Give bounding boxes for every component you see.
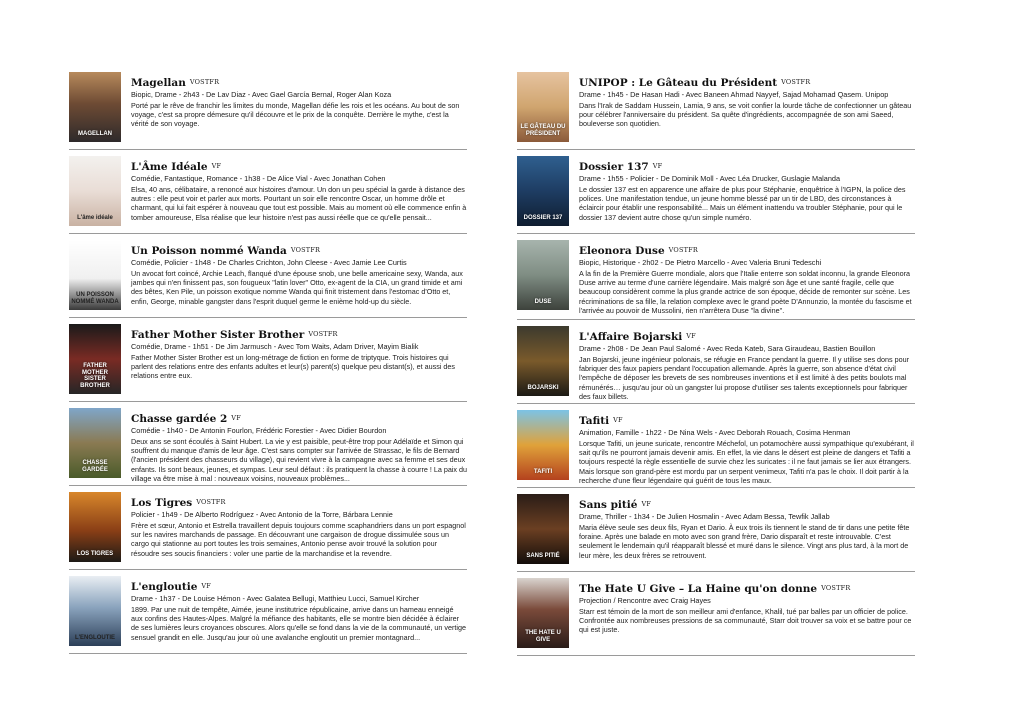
film-info [131,157,467,222]
film-info [579,411,915,485]
film-title[interactable]: Un Poisson nommé Wanda [131,245,287,257]
film-info [131,73,467,129]
film-entry [69,239,467,318]
poster-title-text: L'ENGLOUTIE [74,634,116,641]
film-language-badge: VF [201,582,212,590]
film-info [131,325,467,381]
film-info [579,327,915,401]
film-info [579,241,915,315]
film-title-line [131,241,467,256]
film-info [131,577,467,642]
film-title[interactable]: Sans pitié [579,499,638,511]
film-meta: Comédie, Fantastique, Romance - 1h38 - De Alice Vial - Avec Jonathan Cohen [131,174,386,183]
poster-title-text: FATHER MOTHER SISTER BROTHER [80,363,110,389]
film-poster[interactable] [69,492,121,562]
right-column [517,71,915,661]
poster-title-text: BOJARSKI [527,384,559,391]
poster-title-text: DUSE [534,298,552,305]
film-entry [69,407,467,486]
film-description: A la fin de la Première Guerre mondiale, alors que l'Italie enterre son soldat inconnu, la grande Eleonora Duse arrive au terme d'une carrière légendaire. Mais malgré son âge et une santé fragile, celle que beaucoup considèrent comme la plus grande actrice de son époque, décide de remonter sur scène. Les récriminations de sa fille, la relation complexe avec le grand poète D'Annunzio, la montée du fascisme et l'arrivée au pouvoir de Mussolini, rien n'arrêtera Duse "la divine". [579,269,912,315]
poster-title-text: THE HATE U GIVE [525,630,561,643]
film-title-line [131,577,467,592]
film-language-badge: VF [231,414,241,422]
film-title[interactable]: L'Affaire Bojarski [579,331,683,343]
film-poster[interactable] [517,494,569,564]
film-title-line [579,73,915,88]
poster-title-text: L'âme idéale [77,214,113,221]
film-meta: Drame - 2h08 - De Jean Paul Salomé - Avec Reda Kateb, Sara Giraudeau, Bastien Bouillon [579,344,876,353]
poster-title-text: LE GÂTEAU DU PRÉSIDENT [520,124,566,137]
film-description: Father Mother Sister Brother est un long-métrage de fiction en forme de triptyque. Trois histoires qui parlent des relations entre des enfants adultes et leur(s) parent(s) quelque peu distant(s), et aussi des relations entre eux. [131,353,456,381]
film-entry [69,491,467,570]
film-language-badge: VF [641,500,652,508]
film-meta: Drame, Thriller - 1h34 - De Julien Hosmalin - Avec Adam Bessa, Tewfik Jallab [579,512,830,521]
film-entry [517,493,915,572]
film-meta: Drame - 1h55 - Policier - De Dominik Moll - Avec Léa Drucker, Guslagie Malanda [579,174,841,183]
film-meta: Drame - 1h37 - De Louise Hémon - Avec Galatea Bellugi, Matthieu Lucci, Samuel Kircher [131,594,420,603]
film-poster[interactable] [517,326,569,396]
film-title[interactable]: Chasse gardée 2 [131,413,228,425]
film-title[interactable]: Tafiti [579,415,610,427]
film-title-line [131,157,467,172]
film-description: Un avocat fort coincé, Archie Leach, flanqué d'une épouse snob, une belle americaine sexy, Wanda, aux jambes qui n'en finissent pas, son fougueux "latin lover" Otto, ex-agent de la CIA, un grand timide et ami des bêtes, Ken Pile, un poisson exotique nomme Wanda qui finit tristement dans l'estomac d'Otto et, enfin, George, minable gangster dans l'esprit duquel germe le enième hold-up du siècle. [131,269,463,306]
film-title[interactable]: L'engloutie [131,581,198,593]
film-title[interactable]: Magellan [131,77,186,89]
film-entry [517,325,915,404]
film-meta: Comédie, Drame - 1h51 - De Jim Jarmusch - Avec Tom Waits, Adam Driver, Mayim Bialik [131,342,419,351]
film-title[interactable]: Father Mother Sister Brother [131,329,305,341]
film-title[interactable]: The Hate U Give – La Haine qu'on donne [579,583,818,595]
film-title-line [131,409,467,424]
film-entry [69,575,467,654]
film-info [579,73,915,129]
film-description: Deux ans se sont écoulés à Saint Hubert. La vie y est paisible, peut-être trop pour Adélaïde et Simon qui souffrent du manque d'amis de leur âge. C'est sans compter sur l'arrivée de Strassac, le fils de Bernard (l'ancien président des chasseurs du village), qui revient vivre à la campagne avec sa femme et ses deux enfants. Ils sont beaux, jeunes, et sympas. Leur seul défaut : ils pratiquent la chasse à courre ! La paix du village va être mise à mal : nouveaux voisins, nouveaux problèmes... [131,437,467,483]
film-language-badge: VOSTFR [781,78,811,86]
poster-title-text: CHASSE GARDÉE [82,460,108,473]
film-description: Elsa, 40 ans, célibataire, a renoncé aux histoires d'amour. Un don un peu spécial la garde à distance des autres : elle peut voir et parler aux morts. Pourtant un soir elle rencontre Oscar, un homme drôle et charmant, qui lui fait espérer à nouveau que tout est possible. Mais au moment où elle commence enfin à tomber amoureuse, Elsa réalise que leur histoire n'est pas aussi réelle que ce qu'elle pensait... [131,185,467,222]
film-language-badge: VOSTFR [308,330,338,338]
film-meta: Biopic, Historique - 2h02 - De Pietro Marcello - Avec Valeria Bruni Tedeschi [579,258,822,267]
film-poster[interactable] [517,240,569,310]
film-title-line [579,241,915,256]
film-language-badge: VF [613,416,623,424]
film-description: Porté par le rêve de franchir les limites du monde, Magellan défie les rois et les océans. Au bout de son voyage, c'est sa propre démesure qu'il découvre et le prix de la conquête. Derrière le mythe, c'est la vérité de son voyage. [131,101,460,129]
film-info [131,493,467,558]
film-poster[interactable] [517,156,569,226]
film-info [131,241,467,306]
film-description: Jan Bojarski, jeune ingénieur polonais, se réfugie en France pendant la guerre. Il y utilise ses dons pour fabriquer des faux papiers pendant l'occupation allemande. Après la guerre, son absence d'état civil l'empêche de déposer les brevets de ses nombreuses inventions et il est limité à des petits boulots mal rémunérés… jusqu'au jour où un gangster lui propose d'utiliser ses talents exceptionnels pour fabriquer des faux billets. [579,355,910,401]
film-language-badge: VF [686,332,696,340]
film-meta: Projection / Rencontre avec Craig Hayes [579,596,711,605]
poster-title-text: TAFITI [533,468,553,475]
film-description: Lorsque Tafiti, un jeune suricate, rencontre Méchefol, un potamochère aussi sympathique qu'exubérant, il sait qu'ils ne pourront jamais devenir amis. En effet, la vie dans le désert est pleine de dangers et Tafiti a toujours respecté la règle essentielle de survie chez les suricates : il ne faut jamais se lier aux étrangers. Mais lorsque son grand-père est mordu par un serpent venimeux, Tafiti n'a pas le choix. Il doit partir à la recherche d'une fleur légendaire qui guérit de tous les maux. [579,439,914,485]
film-poster[interactable] [69,408,121,478]
film-poster[interactable] [517,72,569,142]
film-title[interactable]: Dossier 137 [579,161,649,173]
poster-title-text: MAGELLAN [78,130,112,137]
film-info [579,579,915,635]
film-language-badge: VOSTFR [189,78,220,86]
film-info [131,409,467,483]
left-column [69,71,467,659]
film-title-line [579,495,915,510]
film-entry [517,71,915,150]
film-meta: Drame - 1h45 - De Hasan Hadi - Avec Baneen Ahmad Nayyef, Sajad Mohamad Qasem. Unipop [579,90,889,99]
film-title-line [579,327,915,342]
film-language-badge: VOSTFR [668,246,698,254]
film-description: Maria élève seule ses deux fils, Ryan et Dario. À eux trois ils tiennent le stand de tir dans une petite fête foraine. Après une balade en moto avec son grand frère, Dario disparaît et reste introuvable. C'est seulement le lendemain qu'il réapparaît blessé et muré dans le silence. Vingt ans plus tard, à la mort de leur mère, les deux frères se retrouvent. [579,523,910,560]
poster-title-text: SANS PITIÉ [526,552,560,559]
film-poster[interactable] [69,72,121,142]
film-poster[interactable] [69,156,121,226]
film-meta: Biopic, Drame - 2h43 - De Lav Diaz - Avec Gael García Bernal, Roger Alan Koza [131,90,392,99]
film-description: 1899. Par une nuit de tempête, Aimée, jeune institutrice républicaine, arrive dans un hameau enneigé aux confins des Hautes-Alpes. Malgré la méfiance des habitants, elle se montre bien décidée à éclairer de ses lumières leurs croyances obscures. Alors qu'elle se fond dans la vie de la communauté, un vertige sensuel grandit en elle. Jusqu'au jour où une avalanche engloutit un premier montagnard... [131,605,466,642]
film-title-line [579,579,915,594]
film-meta: Animation, Famille - 1h22 - De Nina Wels - Avec Deborah Rouach, Cosima Henman [579,428,851,437]
film-poster[interactable] [517,578,569,648]
film-language-badge: VOSTFR [196,498,226,506]
film-title-line [131,73,467,88]
film-meta: Comédie, Policier - 1h48 - De Charles Crichton, John Cleese - Avec Jamie Lee Curtis [131,258,407,267]
film-entry [69,155,467,234]
film-language-badge: VOSTFR [290,246,321,254]
film-language-badge: VF [211,162,222,170]
film-meta: Comédie - 1h40 - De Antonin Fourlon, Frédéric Forestier - Avec Didier Bourdon [131,426,387,435]
film-info [579,495,915,560]
poster-title-text: DOSSIER 137 [523,214,563,221]
film-description: Frère et sœur, Antonio et Estrella travaillent depuis toujours comme scaphandriers dans un port espagnol sur les navires marchands de passage. En découvrant une cargaison de drogue dissimulée sous un cargo qui stationne au port toutes les trois semaines, Antonio pense avoir trouvé la solution pour résoudre ses soucis financiers : voler une partie de la marchandise et la revendre. [131,521,466,558]
poster-title-text: UN POISSON NOMMÉ WANDA [71,292,119,305]
film-language-badge: VF [652,162,663,170]
film-title[interactable]: Los Tigres [131,497,193,509]
film-description: Le dossier 137 est en apparence une affaire de plus pour Stéphanie, enquêtrice à l'IGPN, la police des polices. Une manifestation tendue, un jeune homme blessé par un tir de LBD, des circonstances à éclaircir pour établir une responsabilité... Mais un élément inattendu va troubler Stéphanie, pour qui le dossier 137 devient autre chose qu'un simple numéro. [579,185,906,222]
film-title-line [579,411,915,426]
film-poster[interactable] [69,576,121,646]
film-meta: Policier - 1h49 - De Alberto Rodríguez - Avec Antonio de la Torre, Bárbara Lennie [131,510,393,519]
film-title-line [131,493,467,508]
film-entry [517,409,915,488]
film-entry [517,239,915,320]
film-entry [517,577,915,656]
film-entry [517,155,915,234]
poster-title-text: LOS TIGRES [76,550,114,557]
film-language-badge: VOSTFR [821,584,851,592]
film-poster[interactable] [517,410,569,480]
film-title[interactable]: UNIPOP : Le Gâteau du Président [579,77,778,89]
film-info [579,157,915,222]
film-description: Starr est témoin de la mort de son meilleur ami d'enfance, Khalil, tué par balles par un officier de police. Confrontée aux nombreuses pressions de sa communauté, Starr doit trouver sa voix et se battre pour ce qui est juste. [579,607,912,635]
film-poster[interactable] [69,324,121,394]
film-title[interactable]: L'Âme Idéale [131,161,208,173]
film-entry [69,323,467,402]
film-title-line [131,325,467,340]
film-title-line [579,157,915,172]
film-entry [69,71,467,150]
film-description: Dans l'Irak de Saddam Hussein, Lamia, 9 ans, se voit confier la lourde tâche de confectionner un gâteau pour célébrer l'anniversaire du président. Sa quête d'ingrédients, accompagnée de son ami Saeed, bouleverse son quotidien. [579,101,912,129]
film-poster[interactable] [69,240,121,310]
film-title[interactable]: Eleonora Duse [579,245,665,257]
